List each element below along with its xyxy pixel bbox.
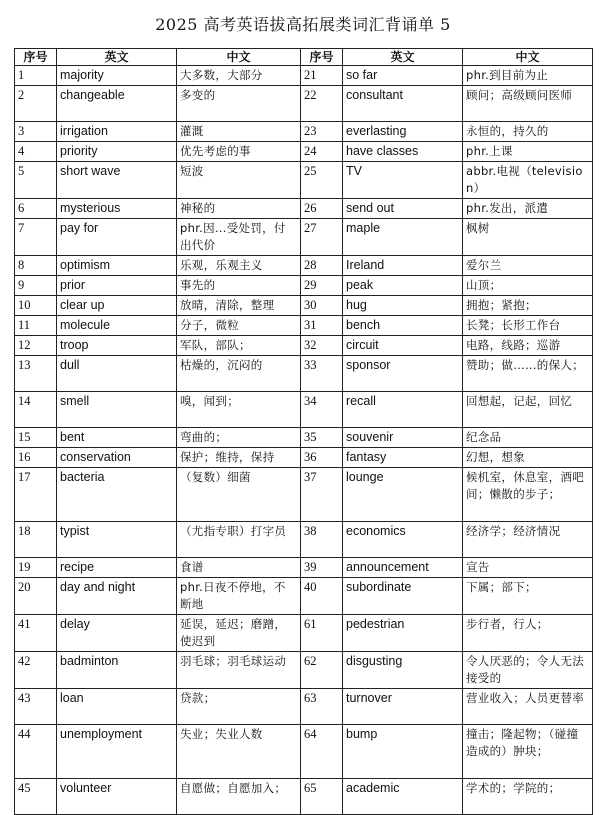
- entry-chinese: phr.因…受处罚，付出代价: [177, 219, 301, 256]
- entry-chinese: 嗅，闻到；: [177, 392, 301, 428]
- entry-english: maple: [343, 219, 463, 256]
- header-row: [15, 49, 593, 66]
- entry-chinese: 纪念品: [463, 428, 593, 448]
- entry-chinese: 下属；部下；: [463, 578, 593, 615]
- entry-number: 63: [301, 689, 343, 725]
- page-title: 2025 高考英语拔高拓展类词汇背诵单 5: [155, 15, 451, 34]
- table-row: [15, 219, 593, 256]
- table-row: [15, 779, 593, 815]
- entry-chinese: phr.到目前为止: [463, 66, 593, 86]
- entry-chinese: 营业收入；人员更替率: [463, 689, 593, 725]
- entry-number: 3: [15, 122, 57, 142]
- entry-chinese: 枫树: [463, 219, 593, 256]
- entry-english: announcement: [343, 558, 463, 578]
- table-row: [15, 615, 593, 652]
- entry-chinese: 顾问；高级顾问医师: [463, 86, 593, 122]
- entry-english: have classes: [343, 142, 463, 162]
- entry-chinese: 军队，部队；: [177, 336, 301, 356]
- entry-number: 19: [15, 558, 57, 578]
- entry-english: short wave: [57, 162, 177, 199]
- entry-chinese: 自愿做；自愿加入；: [177, 779, 301, 815]
- entry-number: 20: [15, 578, 57, 615]
- entry-chinese: 候机室，休息室，酒吧间；懒散的步子；: [463, 468, 593, 522]
- entry-chinese: 令人厌恶的；令人无法接受的: [463, 652, 593, 689]
- header-number: 序号: [301, 49, 343, 66]
- entry-number: 16: [15, 448, 57, 468]
- entry-english: peak: [343, 276, 463, 296]
- entry-english: unemployment: [57, 725, 177, 779]
- table-row: [15, 689, 593, 725]
- entry-chinese: 分子，微粒: [177, 316, 301, 336]
- entry-chinese: 爱尔兰: [463, 256, 593, 276]
- entry-english: pedestrian: [343, 615, 463, 652]
- entry-english: troop: [57, 336, 177, 356]
- table-row: [15, 199, 593, 219]
- entry-number: 65: [301, 779, 343, 815]
- entry-chinese: 拥抱；紧抱；: [463, 296, 593, 316]
- entry-chinese: 枯燥的，沉闷的: [177, 356, 301, 392]
- header-chinese: 中文: [177, 49, 301, 66]
- entry-number: 38: [301, 522, 343, 558]
- entry-english: turnover: [343, 689, 463, 725]
- entry-chinese: 经济学；经济情况: [463, 522, 593, 558]
- entry-number: 35: [301, 428, 343, 448]
- table-row: [15, 256, 593, 276]
- entry-number: 18: [15, 522, 57, 558]
- entry-chinese: 神秘的: [177, 199, 301, 219]
- entry-number: 26: [301, 199, 343, 219]
- entry-chinese: phr.发出，派遣: [463, 199, 593, 219]
- entry-english: mysterious: [57, 199, 177, 219]
- entry-english: circuit: [343, 336, 463, 356]
- entry-english: optimism: [57, 256, 177, 276]
- entry-english: fantasy: [343, 448, 463, 468]
- entry-english: pay for: [57, 219, 177, 256]
- entry-english: send out: [343, 199, 463, 219]
- entry-number: 40: [301, 578, 343, 615]
- table-row: [15, 652, 593, 689]
- entry-chinese: phr.上课: [463, 142, 593, 162]
- entry-number: 24: [301, 142, 343, 162]
- entry-chinese: 羽毛球；羽毛球运动: [177, 652, 301, 689]
- entry-english: disgusting: [343, 652, 463, 689]
- entry-chinese: 多变的: [177, 86, 301, 122]
- entry-chinese: 食谱: [177, 558, 301, 578]
- entry-number: 28: [301, 256, 343, 276]
- table-row: [15, 725, 593, 779]
- entry-number: 31: [301, 316, 343, 336]
- entry-english: bent: [57, 428, 177, 448]
- entry-number: 44: [15, 725, 57, 779]
- entry-chinese: 幻想，想象: [463, 448, 593, 468]
- header-number: 序号: [15, 49, 57, 66]
- entry-english: dull: [57, 356, 177, 392]
- entry-chinese: 事先的: [177, 276, 301, 296]
- entry-number: 27: [301, 219, 343, 256]
- entry-chinese: 放晴，清除，整理: [177, 296, 301, 316]
- entry-number: 23: [301, 122, 343, 142]
- entry-number: 12: [15, 336, 57, 356]
- entry-english: clear up: [57, 296, 177, 316]
- table-row: [15, 86, 593, 122]
- entry-chinese: 山顶；: [463, 276, 593, 296]
- entry-english: smell: [57, 392, 177, 428]
- entry-number: 45: [15, 779, 57, 815]
- entry-english: changeable: [57, 86, 177, 122]
- entry-number: 32: [301, 336, 343, 356]
- entry-chinese: 撞击；隆起物；（碰撞造成的）肿块；: [463, 725, 593, 779]
- entry-chinese: 回想起，记起，回忆: [463, 392, 593, 428]
- entry-number: 17: [15, 468, 57, 522]
- entry-english: delay: [57, 615, 177, 652]
- entry-english: consultant: [343, 86, 463, 122]
- entry-english: priority: [57, 142, 177, 162]
- entry-chinese: 保护；维持，保持: [177, 448, 301, 468]
- entry-english: everlasting: [343, 122, 463, 142]
- table-row: [15, 392, 593, 428]
- entry-english: souvenir: [343, 428, 463, 448]
- entry-english: so far: [343, 66, 463, 86]
- entry-english: volunteer: [57, 779, 177, 815]
- entry-number: 1: [15, 66, 57, 86]
- entry-number: 39: [301, 558, 343, 578]
- entry-english: sponsor: [343, 356, 463, 392]
- entry-number: 13: [15, 356, 57, 392]
- entry-number: 30: [301, 296, 343, 316]
- entry-number: 41: [15, 615, 57, 652]
- entry-english: bump: [343, 725, 463, 779]
- entry-english: economics: [343, 522, 463, 558]
- entry-number: 5: [15, 162, 57, 199]
- entry-number: 37: [301, 468, 343, 522]
- entry-chinese: 宣告: [463, 558, 593, 578]
- table-row: [15, 578, 593, 615]
- entry-number: 43: [15, 689, 57, 725]
- entry-chinese: （尤指专职）打字员: [177, 522, 301, 558]
- entry-english: bench: [343, 316, 463, 336]
- table-row: [15, 558, 593, 578]
- header-chinese: 中文: [463, 49, 593, 66]
- table-row: [15, 428, 593, 448]
- vocabulary-table: [14, 48, 593, 815]
- entry-english: loan: [57, 689, 177, 725]
- entry-number: 15: [15, 428, 57, 448]
- entry-english: hug: [343, 296, 463, 316]
- entry-english: prior: [57, 276, 177, 296]
- header-english: 英文: [343, 49, 463, 66]
- entry-number: 2: [15, 86, 57, 122]
- entry-chinese: 乐观，乐观主义: [177, 256, 301, 276]
- table-row: [15, 142, 593, 162]
- table-row: [15, 66, 593, 86]
- header-english: 英文: [57, 49, 177, 66]
- entry-chinese: phr.日夜不停地，不断地: [177, 578, 301, 615]
- entry-chinese: 永恒的，持久的: [463, 122, 593, 142]
- entry-chinese: 步行者，行人；: [463, 615, 593, 652]
- table-row: [15, 296, 593, 316]
- entry-english: molecule: [57, 316, 177, 336]
- entry-english: bacteria: [57, 468, 177, 522]
- entry-number: 29: [301, 276, 343, 296]
- entry-chinese: 贷款；: [177, 689, 301, 725]
- table-row: [15, 316, 593, 336]
- entry-number: 64: [301, 725, 343, 779]
- entry-english: typist: [57, 522, 177, 558]
- entry-number: 14: [15, 392, 57, 428]
- entry-english: day and night: [57, 578, 177, 615]
- entry-english: lounge: [343, 468, 463, 522]
- table-row: [15, 356, 593, 392]
- entry-english: academic: [343, 779, 463, 815]
- entry-chinese: 长凳；长形工作台: [463, 316, 593, 336]
- entry-chinese: 弯曲的；: [177, 428, 301, 448]
- entry-chinese: （复数）细菌: [177, 468, 301, 522]
- entry-english: TV: [343, 162, 463, 199]
- table-row: [15, 468, 593, 522]
- entry-number: 6: [15, 199, 57, 219]
- entry-number: 8: [15, 256, 57, 276]
- entry-number: 11: [15, 316, 57, 336]
- entry-number: 4: [15, 142, 57, 162]
- entry-number: 25: [301, 162, 343, 199]
- entry-chinese: 赞助；做……的保人；: [463, 356, 593, 392]
- entry-chinese: 学术的；学院的；: [463, 779, 593, 815]
- table-row: [15, 448, 593, 468]
- entry-chinese: 失业；失业人数: [177, 725, 301, 779]
- entry-number: 42: [15, 652, 57, 689]
- entry-number: 34: [301, 392, 343, 428]
- entry-english: subordinate: [343, 578, 463, 615]
- entry-english: recall: [343, 392, 463, 428]
- table-body: [15, 66, 593, 815]
- entry-english: recipe: [57, 558, 177, 578]
- entry-number: 36: [301, 448, 343, 468]
- entry-number: 10: [15, 296, 57, 316]
- table-row: [15, 162, 593, 199]
- entry-chinese: 优先考虑的事: [177, 142, 301, 162]
- entry-chinese: 延误，延迟；磨蹭，使迟到: [177, 615, 301, 652]
- entry-english: conservation: [57, 448, 177, 468]
- entry-english: badminton: [57, 652, 177, 689]
- entry-english: Ireland: [343, 256, 463, 276]
- table-row: [15, 336, 593, 356]
- entry-number: 33: [301, 356, 343, 392]
- entry-chinese: 短波: [177, 162, 301, 199]
- entry-chinese: 电路，线路；巡游: [463, 336, 593, 356]
- entry-number: 62: [301, 652, 343, 689]
- table-row: [15, 276, 593, 296]
- entry-number: 22: [301, 86, 343, 122]
- entry-english: majority: [57, 66, 177, 86]
- entry-chinese: 大多数，大部分: [177, 66, 301, 86]
- table-row: [15, 122, 593, 142]
- entry-chinese: 灌溉: [177, 122, 301, 142]
- entry-number: 9: [15, 276, 57, 296]
- entry-chinese: abbr.电视（television）: [463, 162, 593, 199]
- entry-number: 61: [301, 615, 343, 652]
- entry-number: 21: [301, 66, 343, 86]
- entry-english: irrigation: [57, 122, 177, 142]
- table-row: [15, 522, 593, 558]
- entry-number: 7: [15, 219, 57, 256]
